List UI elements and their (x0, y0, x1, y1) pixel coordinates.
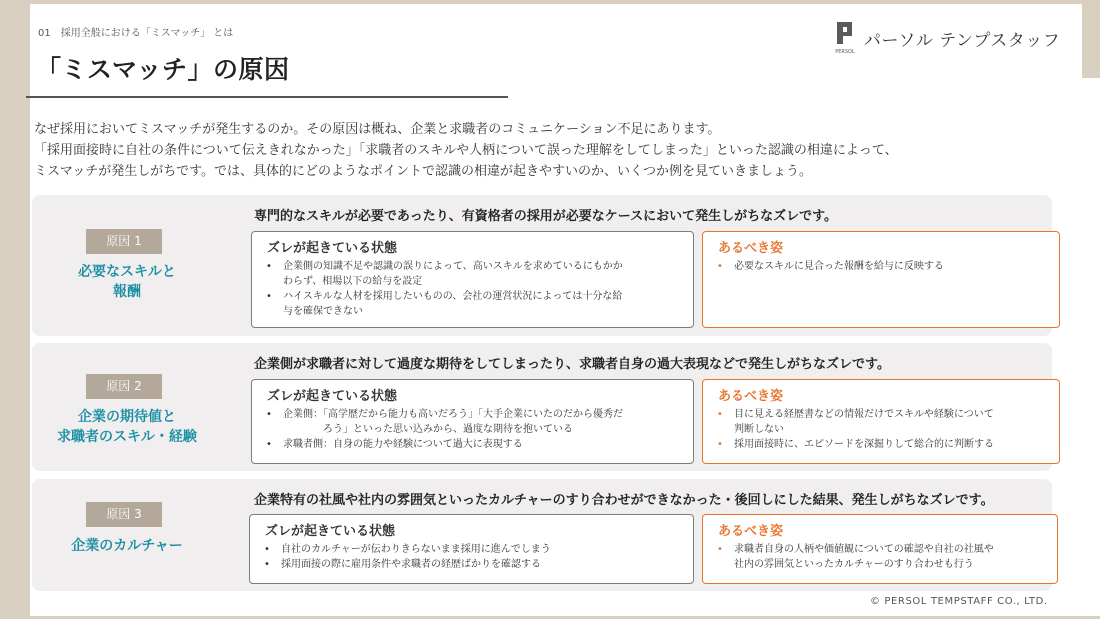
intro-line: 「採用面接時に自社の条件について伝えきれなかった」「求職者のスキルや人柄について誤った理解をしてしまった」といった認識の相違によって、 (34, 143, 898, 158)
ideal-state-box (702, 379, 1060, 464)
list-item: • 採用面接時に、エピソードを深掘りして総合的に判断する (717, 439, 994, 450)
cause-name-line: 必要なスキルと (78, 264, 176, 280)
list-item: • 採用面接の際に雇用条件や求職者の経歴ばかりを確認する (264, 559, 541, 570)
box-title: あるべき姿 (718, 524, 784, 539)
bullet-list (264, 542, 551, 572)
list-item: • 求職者自身の人柄や価値観についての確認や自社の社風や 社内の雰囲気といったカルチャーのすり合わせも行う (717, 544, 994, 570)
list-item: • ハイスキルな人材を採用したいものの、会社の運営状況によっては十分な給 与を確保できない (266, 291, 623, 317)
intro-line: ミスマッチが発生しがちです。では、具体的にどのようなポイントで認識の相違が起きやすいのか、いくつか例を見ていきましょう。 (34, 164, 813, 179)
persol-logo (832, 20, 1060, 56)
cause-panel-1 (32, 195, 1052, 336)
cause-name (32, 262, 222, 302)
bullet-list (266, 407, 623, 452)
cause-tag: 原因 1 (86, 229, 162, 254)
box-title: あるべき姿 (718, 389, 784, 404)
right-edge-strip (1082, 4, 1100, 616)
list-item: • 企業側の知識不足や認識の誤りによって、高いスキルを求めているにもかか わらず、相場以下の給与を設定 (266, 261, 623, 287)
bullet-list (717, 259, 944, 274)
persol-mark-icon (832, 20, 858, 56)
bullet-list (717, 542, 994, 572)
cause-heading: 専門的なスキルが必要であったり、有資格者の採用が必要なケースにおいて発生しがちなズレです。 (254, 209, 838, 224)
cause-label-area (32, 343, 222, 471)
list-item: • 目に見える経歴書などの情報だけでスキルや経験について 判断しない (717, 409, 994, 435)
cause-label-area (32, 195, 222, 336)
box-title: あるべき姿 (718, 241, 784, 256)
svg-text:PERSOL: PERSOL (835, 49, 855, 55)
mismatch-state-box (251, 379, 694, 464)
breadcrumb: 01 採用全般における「ミスマッチ」 とは (38, 28, 234, 39)
box-title: ズレが起きている状態 (267, 389, 398, 404)
mismatch-state-box (251, 231, 694, 328)
box-title: ズレが起きている状態 (267, 241, 398, 256)
copyright: © PERSOL TEMPSTAFF CO., LTD. (870, 596, 1048, 607)
bullet-list (717, 407, 994, 452)
cause-name (32, 536, 222, 556)
box-title: ズレが起きている状態 (265, 524, 396, 539)
ideal-state-box (702, 231, 1060, 328)
intro-paragraph (34, 119, 1034, 182)
bullet-list (266, 259, 623, 319)
cause-name-line: 企業の期待値と (78, 409, 176, 425)
list-item: • 求職者側：自身の能力や経験について過大に表現する (266, 439, 523, 450)
cause-panel-3 (32, 479, 1052, 591)
list-item: • 自社のカルチャーが伝わりきらないまま採用に進んでしまう (264, 544, 551, 555)
cause-name (32, 407, 222, 447)
title-underline (26, 96, 508, 98)
list-item: • 企業側：「高学歴だから能力も高いだろう」「大手企業にいたのだから優秀だ ろう」といった思い込みから、過度な期待を抱いている (266, 409, 623, 435)
mismatch-state-box (249, 514, 694, 584)
cause-heading: 企業特有の社風や社内の雰囲気といったカルチャーのすり合わせができなかった・後回しにした結果、発生しがちなズレです。 (254, 493, 994, 508)
page-title: 「ミスマッチ」の原因 (36, 55, 290, 84)
cause-heading: 企業側が求職者に対して過度な期待をしてしまったり、求職者自身の過大表現などで発生しがちなズレです。 (254, 357, 890, 372)
cause-tag: 原因 2 (86, 374, 162, 399)
cause-label-area (32, 479, 222, 591)
corner-accent (1082, 4, 1100, 78)
logo-text: パーソル テンプスタッフ (864, 30, 1061, 51)
cause-tag: 原因 3 (86, 502, 162, 527)
cause-panel-2 (32, 343, 1052, 471)
cause-name-line: 報酬 (113, 284, 141, 300)
cause-name-line: 企業のカルチャー (71, 538, 183, 554)
list-item: • 必要なスキルに見合った報酬を給与に反映する (717, 261, 944, 272)
cause-name-line: 求職者のスキル・経験 (57, 429, 197, 445)
ideal-state-box (702, 514, 1058, 584)
intro-line: なぜ採用においてミスマッチが発生するのか。その原因は概ね、企業と求職者のコミュニケーション不足にあります。 (34, 122, 721, 137)
